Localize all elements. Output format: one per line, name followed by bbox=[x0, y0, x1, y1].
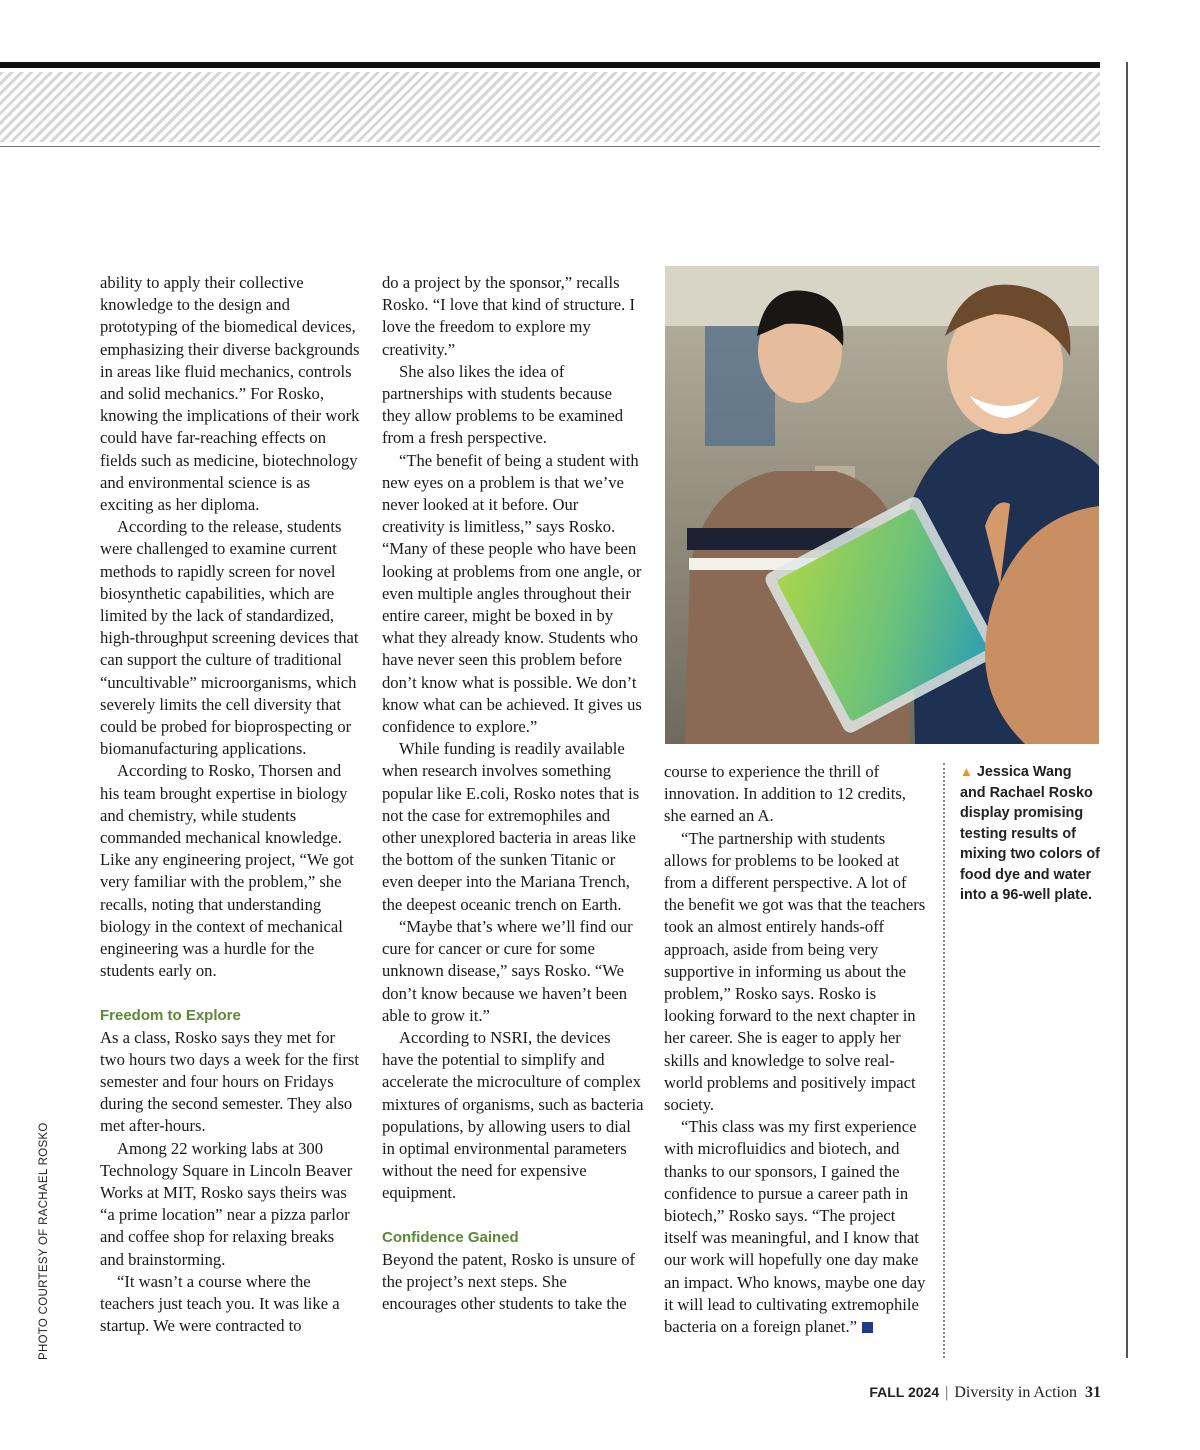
page-footer bbox=[869, 1384, 1101, 1402]
article-column-1 bbox=[100, 272, 362, 1337]
lab-photo-illustration bbox=[665, 266, 1099, 744]
paragraph: According to the release, students were challenged to examine current methods to rapidly screen for novel biosynthetic capabilities, which are limited by the lack of standardized, high-throughput screening devices that can support the culture of traditional “uncultivable” microorganisms, which severely limits the cell diversity that could be probed for bioprospecting or biomanufacturing applications. bbox=[100, 517, 359, 759]
footer-separator: | bbox=[945, 1384, 949, 1401]
paragraph: “It wasn’t a course where the teachers just teach you. It was like a startup. We were contracted to bbox=[100, 1271, 340, 1336]
paragraph: Beyond the patent, Rosko is unsure of the project’s next steps. She encourages other students to take the bbox=[382, 1249, 636, 1313]
paragraph: Among 22 working labs at 300 Technology Square in Lincoln Beaver Works at MIT, Rosko says theirs was “a prime location” near a pizza parlor and coffee shop for relaxing breaks and brainstorming. bbox=[100, 1138, 353, 1269]
right-margin-rule bbox=[1126, 62, 1128, 1358]
caption-triangle-icon: ▲ bbox=[960, 764, 973, 779]
top-rule bbox=[0, 62, 1100, 68]
footer-publication: Diversity in Action bbox=[954, 1384, 1077, 1401]
paragraph: While funding is readily available when research involves something popular like E.coli, Rosko notes that is not the case for extremophiles and other unexplored bacteria in areas like the bottom of the sunken Titanic or even deeper into the Mariana Trench, the deepest oceanic trench on Earth. bbox=[382, 739, 640, 914]
article-column-3 bbox=[664, 761, 926, 1338]
paragraph: course to experience the thrill of innovation. In addition to 12 credits, she earned an A. bbox=[664, 762, 906, 826]
paragraph: “The benefit of being a student with new eyes on a problem is that we’ve never looked at it before. Our creativity is limitless,” says Rosko. “Many of these people who have been looking at problems from one angle, or even multiple angles throughout their entire career, might be boxed in by what they already know. Students who have never seen this problem before don’t know what is possible. We don’t know what can be achieved. It gives us confidence to explore.” bbox=[382, 450, 642, 737]
photo-caption: ▲ Jessica Wang and Rachael Rosko display promising testing results of mixing two colors of food dye and water into a 96-well plate. bbox=[960, 764, 1100, 903]
paragraph: “Maybe that’s where we’ll find our cure for cancer or cure for some unknown disease,” says Rosko. “We don’t know because we haven’t been able to grow it.” bbox=[382, 916, 633, 1025]
paragraph: According to Rosko, Thorsen and his team brought expertise in biology and chemistry, while students commanded mechanical knowledge. Like any engineering project, “We got very familiar with the problem,” she recalls, noting that understanding biology in the context of mechanical engineering was a hurdle for the students early on. bbox=[100, 761, 354, 981]
header-rule bbox=[0, 146, 1100, 147]
caption-divider bbox=[943, 763, 945, 1358]
footer-season: FALL 2024 bbox=[869, 1384, 940, 1400]
paragraph: “This class was my first experience with microfluidics and biotech, and thanks to our sponsors, I gained the confidence to pursue a career path in biotech,” Rosko says. “The project itself was meaningful, and I know that our work will hopefully one day make an impact. Who knows, maybe one day it will lead to cultivating extremophile bacteria on a foreign planet.” bbox=[664, 1117, 926, 1337]
page-number: 31 bbox=[1085, 1384, 1101, 1401]
paragraph: do a project by the sponsor,” recalls Rosko. “I love that kind of structure. I love the freedom to explore my creativity.” bbox=[382, 273, 635, 359]
end-of-article-icon bbox=[862, 1322, 873, 1333]
paragraph: “The partnership with students allows for problems to be looked at from a different perspective. A lot of the benefit we got was that the teachers took an almost entirely hands-off approach, aside from being very supportive in informing us about the problem,” Rosko says. Rosko is looking forward to the next chapter in her career. She is eager to apply her skills and knowledge to solve real-world problems and positively impact society. bbox=[664, 828, 926, 1115]
lab-photo bbox=[665, 266, 1099, 744]
header-hatch-band bbox=[0, 72, 1100, 142]
article-column-2 bbox=[382, 272, 644, 1315]
section-heading-confidence: Confidence Gained bbox=[382, 1228, 519, 1246]
paragraph: ability to apply their collective knowledge to the design and prototyping of the biomedical devices, emphasizing their diverse backgrounds in areas like fluid mechanics, controls and solid mechanics.” For Rosko, knowing the implications of their work could have far-reaching effects on fields such as medicine, biotechnology and environmental science is as exciting as her diploma. bbox=[100, 273, 360, 515]
paragraph: She also likes the idea of partnerships with students because they allow problems to be examined from a fresh perspective. bbox=[382, 361, 624, 448]
section-heading-freedom: Freedom to Explore bbox=[100, 1006, 241, 1024]
paragraph: As a class, Rosko says they met for two hours two days a week for the first semester and four hours on Fridays during the second semester. They also met after-hours. bbox=[100, 1027, 359, 1136]
paragraph: According to NSRI, the devices have the potential to simplify and accelerate the microculture of complex mixtures of organisms, such as bacteria populations, by allowing users to dial in optimal environmental parameters without the need for expensive equipment. bbox=[382, 1027, 644, 1203]
photo-credit: PHOTO COURTESY OF RACHAEL ROSKO bbox=[38, 1122, 50, 1360]
